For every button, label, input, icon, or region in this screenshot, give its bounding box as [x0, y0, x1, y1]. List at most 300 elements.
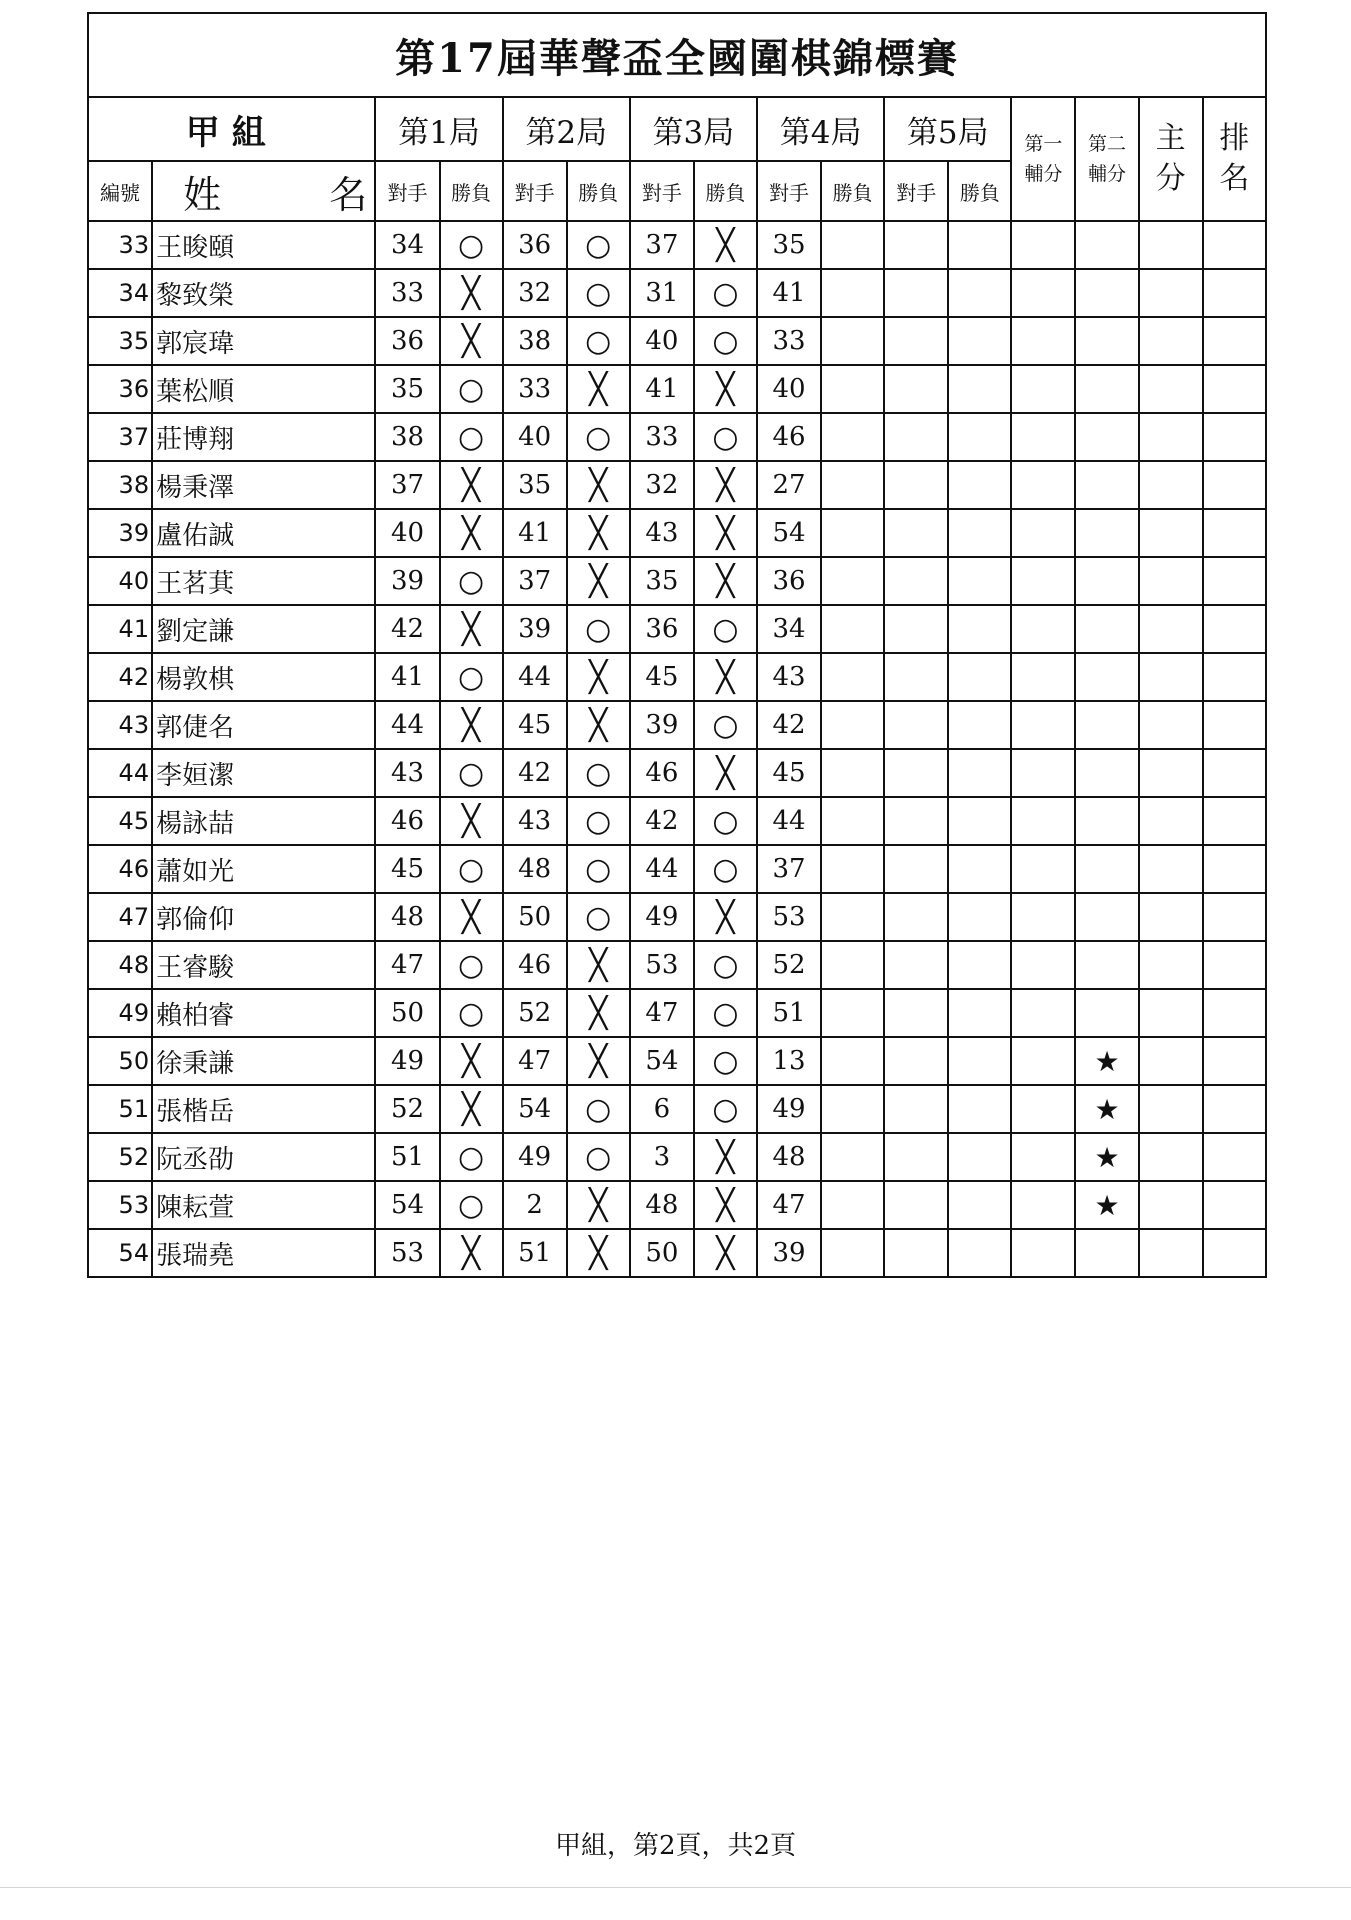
round-3-result: ╳	[694, 221, 757, 269]
player-name: 張瑞堯	[152, 1229, 375, 1277]
main-score	[1139, 845, 1203, 893]
round-1-opponent: 39	[375, 557, 439, 605]
player-name: 賴柏睿	[152, 989, 375, 1037]
player-name: 蕭如光	[152, 845, 375, 893]
round-1-opponent: 48	[375, 893, 439, 941]
round-2-result: ○	[567, 413, 630, 461]
rank	[1203, 365, 1266, 413]
rank	[1203, 461, 1266, 509]
opponent-header: 對手	[503, 161, 567, 221]
round-2-opponent: 46	[503, 941, 567, 989]
opponent-header: 對手	[757, 161, 821, 221]
round-4-opponent: 39	[757, 1229, 821, 1277]
round-2-opponent: 54	[503, 1085, 567, 1133]
player-row	[88, 365, 1266, 413]
round-5-opponent	[884, 1229, 948, 1277]
round-1-opponent: 35	[375, 365, 439, 413]
round-5-opponent	[884, 605, 948, 653]
result-header: 勝負	[440, 161, 503, 221]
round-2-result: ○	[567, 221, 630, 269]
main-score	[1139, 269, 1203, 317]
round-4-opponent: 49	[757, 1085, 821, 1133]
round-1-result: ╳	[440, 1037, 503, 1085]
player-number: 49	[88, 989, 152, 1037]
player-row	[88, 1229, 1266, 1277]
round-3-result: ○	[694, 413, 757, 461]
round-3-result: ╳	[694, 749, 757, 797]
round-2-result: ○	[567, 893, 630, 941]
rank	[1203, 1037, 1266, 1085]
round-3-result: ○	[694, 797, 757, 845]
player-name: 王睿駿	[152, 941, 375, 989]
round-2-result: ╳	[567, 989, 630, 1037]
aux-score-1	[1011, 1133, 1075, 1181]
aux-score-2-header: 第二 輔分	[1075, 97, 1138, 221]
round-3-opponent: 49	[630, 893, 694, 941]
player-number: 38	[88, 461, 152, 509]
round-2-result: ○	[567, 1133, 630, 1181]
aux-score-1	[1011, 221, 1075, 269]
round-2-opponent: 49	[503, 1133, 567, 1181]
aux-score-1	[1011, 1037, 1075, 1085]
round-1-result: ○	[440, 365, 503, 413]
player-number: 48	[88, 941, 152, 989]
round-4-opponent: 36	[757, 557, 821, 605]
aux-score-1	[1011, 413, 1075, 461]
player-name: 郭倫仰	[152, 893, 375, 941]
round-5-opponent	[884, 509, 948, 557]
aux-score-2: ★	[1075, 1037, 1138, 1085]
round-3-result: ○	[694, 701, 757, 749]
round-4-opponent: 53	[757, 893, 821, 941]
player-row	[88, 653, 1266, 701]
round-5-opponent	[884, 557, 948, 605]
round-1-result: ○	[440, 221, 503, 269]
round-1-opponent: 51	[375, 1133, 439, 1181]
aux-score-1-header: 第一 輔分	[1011, 97, 1075, 221]
player-number: 54	[88, 1229, 152, 1277]
player-name: 黎致榮	[152, 269, 375, 317]
round-2-opponent: 50	[503, 893, 567, 941]
aux-score-1	[1011, 941, 1075, 989]
round-2-result: ╳	[567, 653, 630, 701]
aux-score-2	[1075, 893, 1138, 941]
player-row	[88, 221, 1266, 269]
round-4-opponent: 41	[757, 269, 821, 317]
main-score	[1139, 365, 1203, 413]
round-4-result	[821, 1133, 884, 1181]
player-name: 葉松順	[152, 365, 375, 413]
round-1-result: ╳	[440, 701, 503, 749]
round-2-opponent: 32	[503, 269, 567, 317]
round-1-opponent: 54	[375, 1181, 439, 1229]
round-1-opponent: 36	[375, 317, 439, 365]
player-row	[88, 1085, 1266, 1133]
opponent-header: 對手	[375, 161, 439, 221]
round-4-opponent: 43	[757, 653, 821, 701]
round-3-opponent: 33	[630, 413, 694, 461]
round-2-opponent: 52	[503, 989, 567, 1037]
round-3-result: ○	[694, 605, 757, 653]
round-3-opponent: 31	[630, 269, 694, 317]
round-3-opponent: 47	[630, 989, 694, 1037]
player-number: 35	[88, 317, 152, 365]
player-name: 莊博翔	[152, 413, 375, 461]
player-number: 53	[88, 1181, 152, 1229]
round-5-result	[948, 509, 1011, 557]
round-2-opponent: 39	[503, 605, 567, 653]
main-score	[1139, 1133, 1203, 1181]
rank	[1203, 1085, 1266, 1133]
aux-score-2	[1075, 605, 1138, 653]
main-score	[1139, 317, 1203, 365]
aux-score-1	[1011, 893, 1075, 941]
rank	[1203, 557, 1266, 605]
round-2-result: ○	[567, 269, 630, 317]
round-3-result: ╳	[694, 557, 757, 605]
round-5-result	[948, 557, 1011, 605]
standings-table	[87, 12, 1267, 1278]
round-5-opponent	[884, 989, 948, 1037]
round-5-result	[948, 1085, 1011, 1133]
round-2-result: ○	[567, 1085, 630, 1133]
aux-score-2	[1075, 1229, 1138, 1277]
round-3-result: ╳	[694, 461, 757, 509]
group-label: 甲組	[88, 97, 375, 161]
round-3-result: ○	[694, 1037, 757, 1085]
round-5-opponent	[884, 269, 948, 317]
aux-score-1	[1011, 461, 1075, 509]
main-score	[1139, 605, 1203, 653]
rank	[1203, 653, 1266, 701]
aux-score-1	[1011, 701, 1075, 749]
main-score	[1139, 1181, 1203, 1229]
round-4-result	[821, 941, 884, 989]
round-3-result: ○	[694, 989, 757, 1037]
result-header: 勝負	[567, 161, 630, 221]
round-3-result: ╳	[694, 365, 757, 413]
round-4-opponent: 13	[757, 1037, 821, 1085]
round-5-opponent	[884, 941, 948, 989]
main-score	[1139, 893, 1203, 941]
round-4-opponent: 44	[757, 797, 821, 845]
round-1-opponent: 43	[375, 749, 439, 797]
player-number: 52	[88, 1133, 152, 1181]
round-3-header: 第3局	[630, 97, 757, 161]
round-2-result: ╳	[567, 365, 630, 413]
player-row	[88, 509, 1266, 557]
round-1-result: ○	[440, 413, 503, 461]
rank	[1203, 413, 1266, 461]
player-name: 徐秉謙	[152, 1037, 375, 1085]
player-number: 41	[88, 605, 152, 653]
round-1-opponent: 47	[375, 941, 439, 989]
round-4-result	[821, 605, 884, 653]
rank	[1203, 845, 1266, 893]
main-score	[1139, 461, 1203, 509]
round-3-opponent: 53	[630, 941, 694, 989]
round-3-result: ╳	[694, 509, 757, 557]
result-header: 勝負	[948, 161, 1011, 221]
main-score	[1139, 221, 1203, 269]
aux-score-1	[1011, 1181, 1075, 1229]
player-name: 楊敦棋	[152, 653, 375, 701]
round-2-opponent: 44	[503, 653, 567, 701]
aux-score-2	[1075, 221, 1138, 269]
round-4-opponent: 35	[757, 221, 821, 269]
player-row	[88, 989, 1266, 1037]
main-score	[1139, 557, 1203, 605]
round-5-result	[948, 893, 1011, 941]
rank	[1203, 989, 1266, 1037]
round-1-opponent: 41	[375, 653, 439, 701]
rank	[1203, 221, 1266, 269]
aux-score-2	[1075, 269, 1138, 317]
player-number: 51	[88, 1085, 152, 1133]
main-score	[1139, 797, 1203, 845]
player-name: 郭倢名	[152, 701, 375, 749]
player-row	[88, 797, 1266, 845]
round-5-opponent	[884, 1085, 948, 1133]
main-score	[1139, 941, 1203, 989]
round-1-result: ○	[440, 653, 503, 701]
round-3-result: ╳	[694, 1229, 757, 1277]
aux-score-1	[1011, 557, 1075, 605]
player-number: 43	[88, 701, 152, 749]
round-4-result	[821, 893, 884, 941]
round-3-opponent: 44	[630, 845, 694, 893]
round-4-opponent: 46	[757, 413, 821, 461]
player-row	[88, 557, 1266, 605]
round-4-result	[821, 1037, 884, 1085]
main-score	[1139, 989, 1203, 1037]
number-header: 編號	[88, 161, 152, 221]
round-5-result	[948, 989, 1011, 1037]
round-2-result: ╳	[567, 941, 630, 989]
round-1-result: ○	[440, 941, 503, 989]
player-name: 楊秉澤	[152, 461, 375, 509]
aux-score-1	[1011, 1085, 1075, 1133]
round-4-opponent: 52	[757, 941, 821, 989]
round-5-opponent	[884, 749, 948, 797]
round-5-opponent	[884, 461, 948, 509]
round-1-result: ○	[440, 1133, 503, 1181]
round-3-opponent: 41	[630, 365, 694, 413]
round-3-opponent: 32	[630, 461, 694, 509]
round-2-result: ○	[567, 317, 630, 365]
round-3-opponent: 48	[630, 1181, 694, 1229]
round-2-opponent: 2	[503, 1181, 567, 1229]
round-2-opponent: 33	[503, 365, 567, 413]
aux-score-2	[1075, 365, 1138, 413]
main-score	[1139, 509, 1203, 557]
round-4-opponent: 34	[757, 605, 821, 653]
round-4-result	[821, 989, 884, 1037]
aux-score-1	[1011, 653, 1075, 701]
round-1-opponent: 52	[375, 1085, 439, 1133]
round-5-opponent	[884, 365, 948, 413]
rank-header: 排 名	[1203, 97, 1266, 221]
aux-score-2	[1075, 317, 1138, 365]
player-number: 42	[88, 653, 152, 701]
page-footer: 甲組，第2頁，共2頁	[554, 1831, 797, 1861]
round-4-opponent: 48	[757, 1133, 821, 1181]
round-5-result	[948, 269, 1011, 317]
opponent-header: 對手	[630, 161, 694, 221]
round-5-opponent	[884, 1037, 948, 1085]
round-5-opponent	[884, 413, 948, 461]
player-row	[88, 845, 1266, 893]
round-2-opponent: 48	[503, 845, 567, 893]
round-2-result: ╳	[567, 1181, 630, 1229]
round-2-header: 第2局	[503, 97, 630, 161]
player-number: 37	[88, 413, 152, 461]
round-2-result: ╳	[567, 461, 630, 509]
opponent-header: 對手	[884, 161, 948, 221]
tournament-title: 第17屆華聲盃全國圍棋錦標賽	[88, 13, 1266, 97]
aux-score-1	[1011, 365, 1075, 413]
round-1-opponent: 53	[375, 1229, 439, 1277]
player-row	[88, 893, 1266, 941]
round-5-result	[948, 845, 1011, 893]
name-header: 姓 名	[152, 161, 375, 221]
player-name: 陳耘萱	[152, 1181, 375, 1229]
aux-score-2	[1075, 557, 1138, 605]
round-3-opponent: 37	[630, 221, 694, 269]
round-1-result: ╳	[440, 797, 503, 845]
round-5-result	[948, 317, 1011, 365]
round-3-result: ╳	[694, 893, 757, 941]
round-5-result	[948, 797, 1011, 845]
player-number: 36	[88, 365, 152, 413]
round-2-result: ○	[567, 845, 630, 893]
round-2-opponent: 35	[503, 461, 567, 509]
player-row	[88, 269, 1266, 317]
round-4-result	[821, 461, 884, 509]
player-row	[88, 413, 1266, 461]
aux-score-2	[1075, 797, 1138, 845]
rank	[1203, 1181, 1266, 1229]
round-4-opponent: 51	[757, 989, 821, 1037]
round-5-opponent	[884, 653, 948, 701]
round-5-opponent	[884, 221, 948, 269]
round-1-opponent: 42	[375, 605, 439, 653]
aux-score-2	[1075, 941, 1138, 989]
aux-score-2	[1075, 701, 1138, 749]
round-1-result: ╳	[440, 605, 503, 653]
round-1-opponent: 37	[375, 461, 439, 509]
rank	[1203, 941, 1266, 989]
round-3-opponent: 54	[630, 1037, 694, 1085]
round-3-result: ○	[694, 845, 757, 893]
round-5-opponent	[884, 797, 948, 845]
round-1-opponent: 44	[375, 701, 439, 749]
round-1-opponent: 49	[375, 1037, 439, 1085]
player-number: 40	[88, 557, 152, 605]
aux-score-2	[1075, 845, 1138, 893]
aux-score-1	[1011, 797, 1075, 845]
round-4-opponent: 54	[757, 509, 821, 557]
aux-score-2	[1075, 989, 1138, 1037]
player-name: 阮丞劭	[152, 1133, 375, 1181]
round-2-result: ○	[567, 605, 630, 653]
round-5-opponent	[884, 1181, 948, 1229]
round-2-opponent: 51	[503, 1229, 567, 1277]
round-5-result	[948, 605, 1011, 653]
round-4-result	[821, 557, 884, 605]
player-name: 張楷岳	[152, 1085, 375, 1133]
rank	[1203, 1133, 1266, 1181]
aux-score-2	[1075, 413, 1138, 461]
rank	[1203, 749, 1266, 797]
player-row	[88, 1037, 1266, 1085]
round-2-opponent: 38	[503, 317, 567, 365]
result-header: 勝負	[821, 161, 884, 221]
round-2-result: ╳	[567, 701, 630, 749]
round-5-result	[948, 653, 1011, 701]
player-name: 劉定謙	[152, 605, 375, 653]
rank	[1203, 701, 1266, 749]
round-4-opponent: 37	[757, 845, 821, 893]
round-4-result	[821, 797, 884, 845]
round-1-header: 第1局	[375, 97, 502, 161]
player-name: 王茗萁	[152, 557, 375, 605]
round-2-result: ╳	[567, 557, 630, 605]
aux-score-1	[1011, 1229, 1075, 1277]
player-name: 楊詠喆	[152, 797, 375, 845]
round-5-result	[948, 365, 1011, 413]
player-row	[88, 605, 1266, 653]
round-5-result	[948, 1229, 1011, 1277]
round-4-result	[821, 365, 884, 413]
round-2-opponent: 45	[503, 701, 567, 749]
main-score	[1139, 1085, 1203, 1133]
round-3-opponent: 3	[630, 1133, 694, 1181]
round-5-result	[948, 749, 1011, 797]
round-1-opponent: 50	[375, 989, 439, 1037]
round-2-result: ╳	[567, 1229, 630, 1277]
round-3-opponent: 42	[630, 797, 694, 845]
round-5-result	[948, 701, 1011, 749]
player-row	[88, 941, 1266, 989]
player-row	[88, 701, 1266, 749]
round-2-opponent: 43	[503, 797, 567, 845]
round-1-opponent: 38	[375, 413, 439, 461]
round-2-result: ╳	[567, 509, 630, 557]
round-3-result: ○	[694, 941, 757, 989]
main-score	[1139, 653, 1203, 701]
aux-score-1	[1011, 509, 1075, 557]
round-1-result: ╳	[440, 1229, 503, 1277]
round-3-opponent: 6	[630, 1085, 694, 1133]
round-5-header: 第5局	[884, 97, 1011, 161]
round-5-opponent	[884, 701, 948, 749]
round-1-result: ○	[440, 557, 503, 605]
player-row	[88, 749, 1266, 797]
player-name: 王晙頤	[152, 221, 375, 269]
round-2-opponent: 41	[503, 509, 567, 557]
round-3-opponent: 36	[630, 605, 694, 653]
rank	[1203, 797, 1266, 845]
round-1-opponent: 33	[375, 269, 439, 317]
player-number: 39	[88, 509, 152, 557]
round-1-result: ╳	[440, 461, 503, 509]
scan-edge-line	[0, 1887, 1351, 1888]
round-4-result	[821, 1181, 884, 1229]
round-1-opponent: 46	[375, 797, 439, 845]
rank	[1203, 509, 1266, 557]
round-3-opponent: 45	[630, 653, 694, 701]
